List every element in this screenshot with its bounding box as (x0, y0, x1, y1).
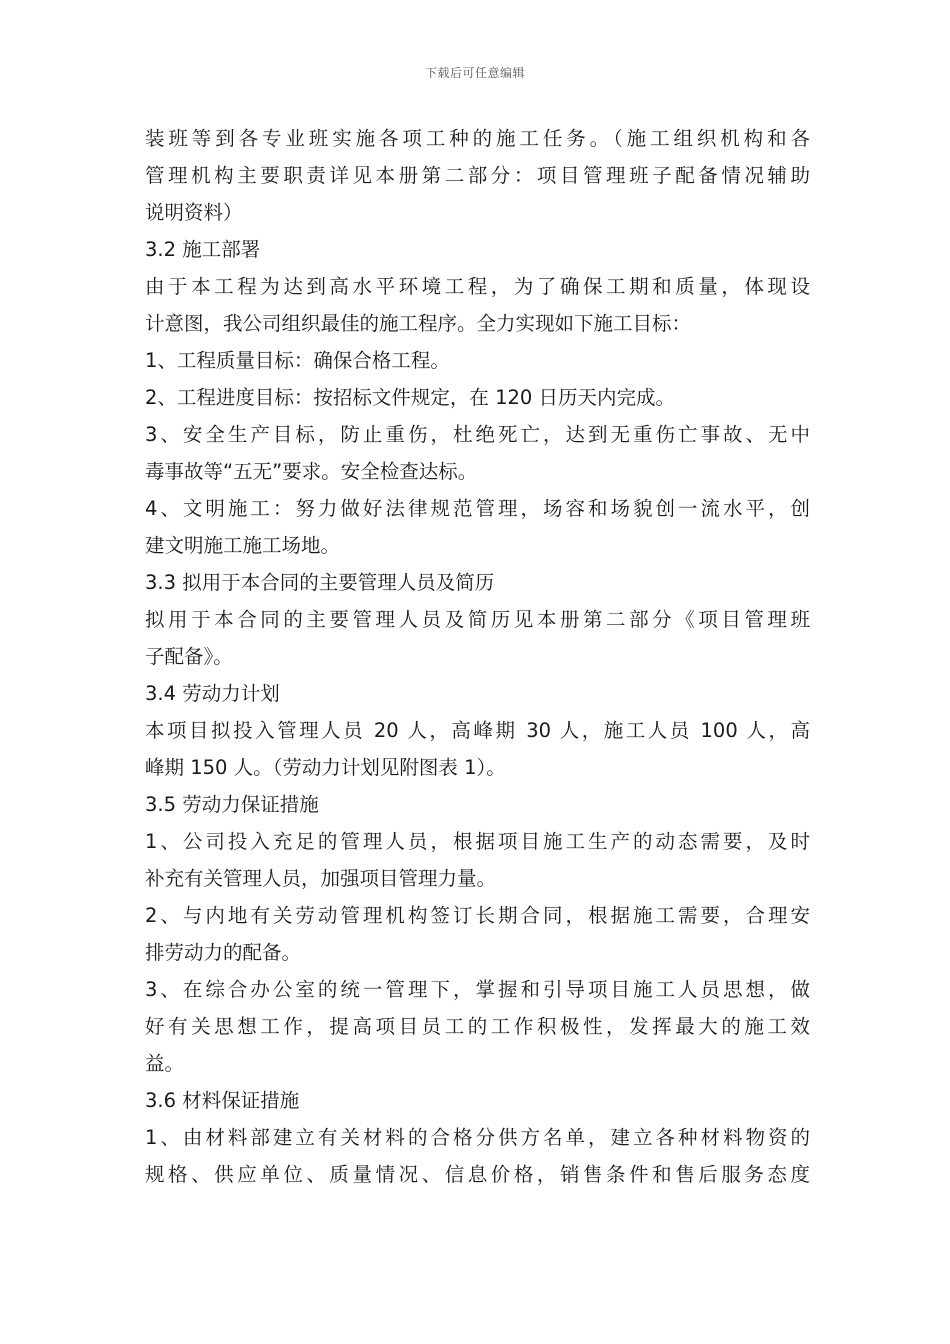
text-line: 3.3 拟用于本合同的主要管理人员及简历 (145, 571, 495, 594)
text-line: 由于本工程为达到高水平环境工程，为了确保工期和质量，体现设 (145, 275, 810, 298)
text-line: 拟用于本合同的主要管理人员及简历见本册第二部分《项目管理班 (145, 608, 810, 631)
text-line: 子配备》。 (145, 645, 233, 668)
text-line: 毒事故等“五无”要求。安全检查达标。 (145, 460, 478, 483)
text-line: 规格、供应单位、质量情况、信息价格，销售条件和售后服务态度 (145, 1163, 810, 1186)
text-line: 峰期 150 人。（劳动力计划见附图表 1）。 (145, 756, 506, 779)
text-line: 建文明施工施工场地。 (145, 534, 341, 557)
text-line: 1、由材料部建立有关材料的合格分供方名单，建立各种材料物资的 (145, 1126, 810, 1149)
text-line: 1、公司投入充足的管理人员，根据项目施工生产的动态需要，及时 (145, 830, 810, 853)
text-line: 说明资料） (145, 201, 243, 224)
page-header-note: 下载后可任意编辑 (424, 66, 525, 80)
text-line: 2、与内地有关劳动管理机构签订长期合同，根据施工需要，合理安 (145, 904, 810, 927)
text-line: 本项目拟投入管理人员 20 人，高峰期 30 人，施工人员 100 人，高 (145, 719, 810, 742)
text-line: 补充有关管理人员，加强项目管理力量。 (145, 867, 497, 890)
text-line: 益。 (145, 1052, 185, 1075)
text-line: 3.2 施工部署 (145, 238, 261, 261)
text-line: 装班等到各专业班实施各项工种的施工任务。（施工组织机构和各 (145, 127, 810, 150)
text-line: 4、文明施工：努力做好法律规范管理，场容和场貌创一流水平，创 (145, 497, 810, 520)
text-line: 3.5 劳动力保证措施 (145, 793, 319, 816)
text-line: 好有关思想工作，提高项目员工的工作积极性，发挥最大的施工效 (145, 1015, 810, 1038)
text-line: 2、工程进度目标：按招标文件规定，在 120 日历天内完成。 (145, 386, 676, 409)
text-line: 排劳动力的配备。 (145, 941, 302, 964)
text-line: 3.4 劳动力计划 (145, 682, 280, 705)
text-line: 计意图，我公司组织最佳的施工程序。全力实现如下施工目标： (145, 312, 692, 335)
text-line: 管理机构主要职责详见本册第二部分：项目管理班子配备情况辅助 (145, 164, 810, 187)
text-line: 3、安全生产目标，防止重伤，杜绝死亡，达到无重伤亡事故、无中 (145, 423, 810, 446)
text-line: 1、工程质量目标：确保合格工程。 (145, 349, 450, 372)
text-line: 3.6 材料保证措施 (145, 1089, 300, 1112)
document-body (145, 120, 810, 1193)
text-line: 3、在综合办公室的统一管理下，掌握和引导项目施工人员思想，做 (145, 978, 810, 1001)
